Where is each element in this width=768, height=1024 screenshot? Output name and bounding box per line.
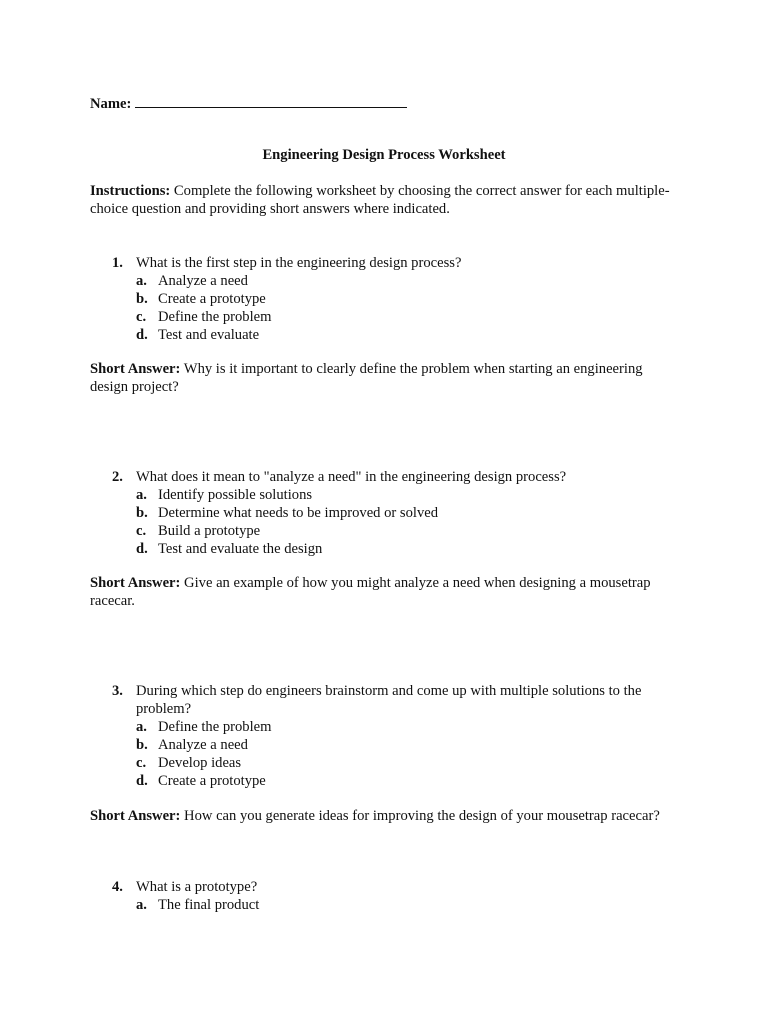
option-letter: b. bbox=[136, 737, 148, 753]
short-answer-2 bbox=[90, 574, 680, 610]
option-letter: c. bbox=[136, 755, 147, 771]
option-a[interactable] bbox=[112, 272, 682, 290]
option-letter: c. bbox=[136, 523, 147, 539]
name-line bbox=[90, 93, 407, 113]
question-3 bbox=[112, 682, 682, 790]
short-answer-text: Why is it important to clearly define the problem when starting an engineering design project? bbox=[90, 361, 643, 395]
option-a[interactable] bbox=[112, 486, 682, 504]
option-d[interactable] bbox=[112, 326, 682, 344]
question-number: 4. bbox=[112, 879, 123, 895]
option-c[interactable] bbox=[112, 754, 682, 772]
option-letter: d. bbox=[136, 541, 148, 557]
question-row bbox=[112, 254, 682, 272]
question-row bbox=[112, 468, 682, 486]
instructions-text: Complete the following worksheet by choosing the correct answer for each multiple-choice question and providing short answers where indicated. bbox=[90, 183, 670, 217]
short-answer-3 bbox=[90, 807, 680, 825]
option-letter: a. bbox=[136, 719, 147, 735]
question-text: What does it mean to "analyze a need" in the engineering design process? bbox=[136, 469, 567, 485]
option-letter: d. bbox=[136, 327, 148, 343]
option-d[interactable] bbox=[112, 540, 682, 558]
option-a[interactable] bbox=[112, 718, 682, 736]
option-text: Develop ideas bbox=[158, 755, 242, 771]
option-text: Test and evaluate the design bbox=[158, 541, 323, 557]
name-blank[interactable] bbox=[135, 93, 407, 108]
question-number: 2. bbox=[112, 469, 123, 485]
option-text: Determine what needs to be improved or solved bbox=[158, 505, 439, 521]
option-text: Build a prototype bbox=[158, 523, 261, 539]
question-text: During which step do engineers brainstorm and come up with multiple solutions to the problem? bbox=[136, 683, 642, 717]
question-text: What is a prototype? bbox=[136, 879, 258, 895]
short-answer-text: How can you generate ideas for improving the design of your mousetrap racecar? bbox=[180, 808, 660, 824]
instructions bbox=[90, 182, 670, 218]
option-a[interactable] bbox=[112, 896, 682, 914]
option-text: Create a prototype bbox=[158, 291, 266, 307]
question-row bbox=[112, 682, 682, 718]
question-1 bbox=[112, 254, 682, 344]
option-c[interactable] bbox=[112, 308, 682, 326]
option-text: Test and evaluate bbox=[158, 327, 260, 343]
question-number: 1. bbox=[112, 255, 123, 271]
option-text: Create a prototype bbox=[158, 773, 266, 789]
option-letter: a. bbox=[136, 273, 147, 289]
worksheet-title: Engineering Design Process Worksheet bbox=[262, 147, 506, 163]
option-letter: b. bbox=[136, 505, 148, 521]
option-d[interactable] bbox=[112, 772, 682, 790]
short-answer-label: Short Answer: bbox=[90, 808, 181, 824]
option-text: Define the problem bbox=[158, 309, 272, 325]
question-row bbox=[112, 878, 682, 896]
option-text: Identify possible solutions bbox=[158, 487, 313, 503]
option-b[interactable] bbox=[112, 290, 682, 308]
question-4 bbox=[112, 878, 682, 914]
option-text: Analyze a need bbox=[158, 737, 248, 753]
name-label: Name: bbox=[90, 96, 132, 112]
short-answer-label: Short Answer: bbox=[90, 361, 181, 377]
option-text: Analyze a need bbox=[158, 273, 248, 289]
option-letter: a. bbox=[136, 897, 147, 913]
option-letter: d. bbox=[136, 773, 148, 789]
option-letter: a. bbox=[136, 487, 147, 503]
option-b[interactable] bbox=[112, 736, 682, 754]
option-letter: c. bbox=[136, 309, 147, 325]
option-c[interactable] bbox=[112, 522, 682, 540]
option-text: Define the problem bbox=[158, 719, 272, 735]
option-letter: b. bbox=[136, 291, 148, 307]
instructions-label: Instructions: bbox=[90, 183, 171, 199]
short-answer-text: Give an example of how you might analyze a need when designing a mousetrap racecar. bbox=[90, 575, 651, 609]
option-b[interactable] bbox=[112, 504, 682, 522]
question-number: 3. bbox=[112, 683, 123, 699]
question-text: What is the first step in the engineering design process? bbox=[136, 255, 462, 271]
short-answer-label: Short Answer: bbox=[90, 575, 181, 591]
option-text: The final product bbox=[158, 897, 260, 913]
short-answer-1 bbox=[90, 360, 680, 396]
question-2 bbox=[112, 468, 682, 558]
